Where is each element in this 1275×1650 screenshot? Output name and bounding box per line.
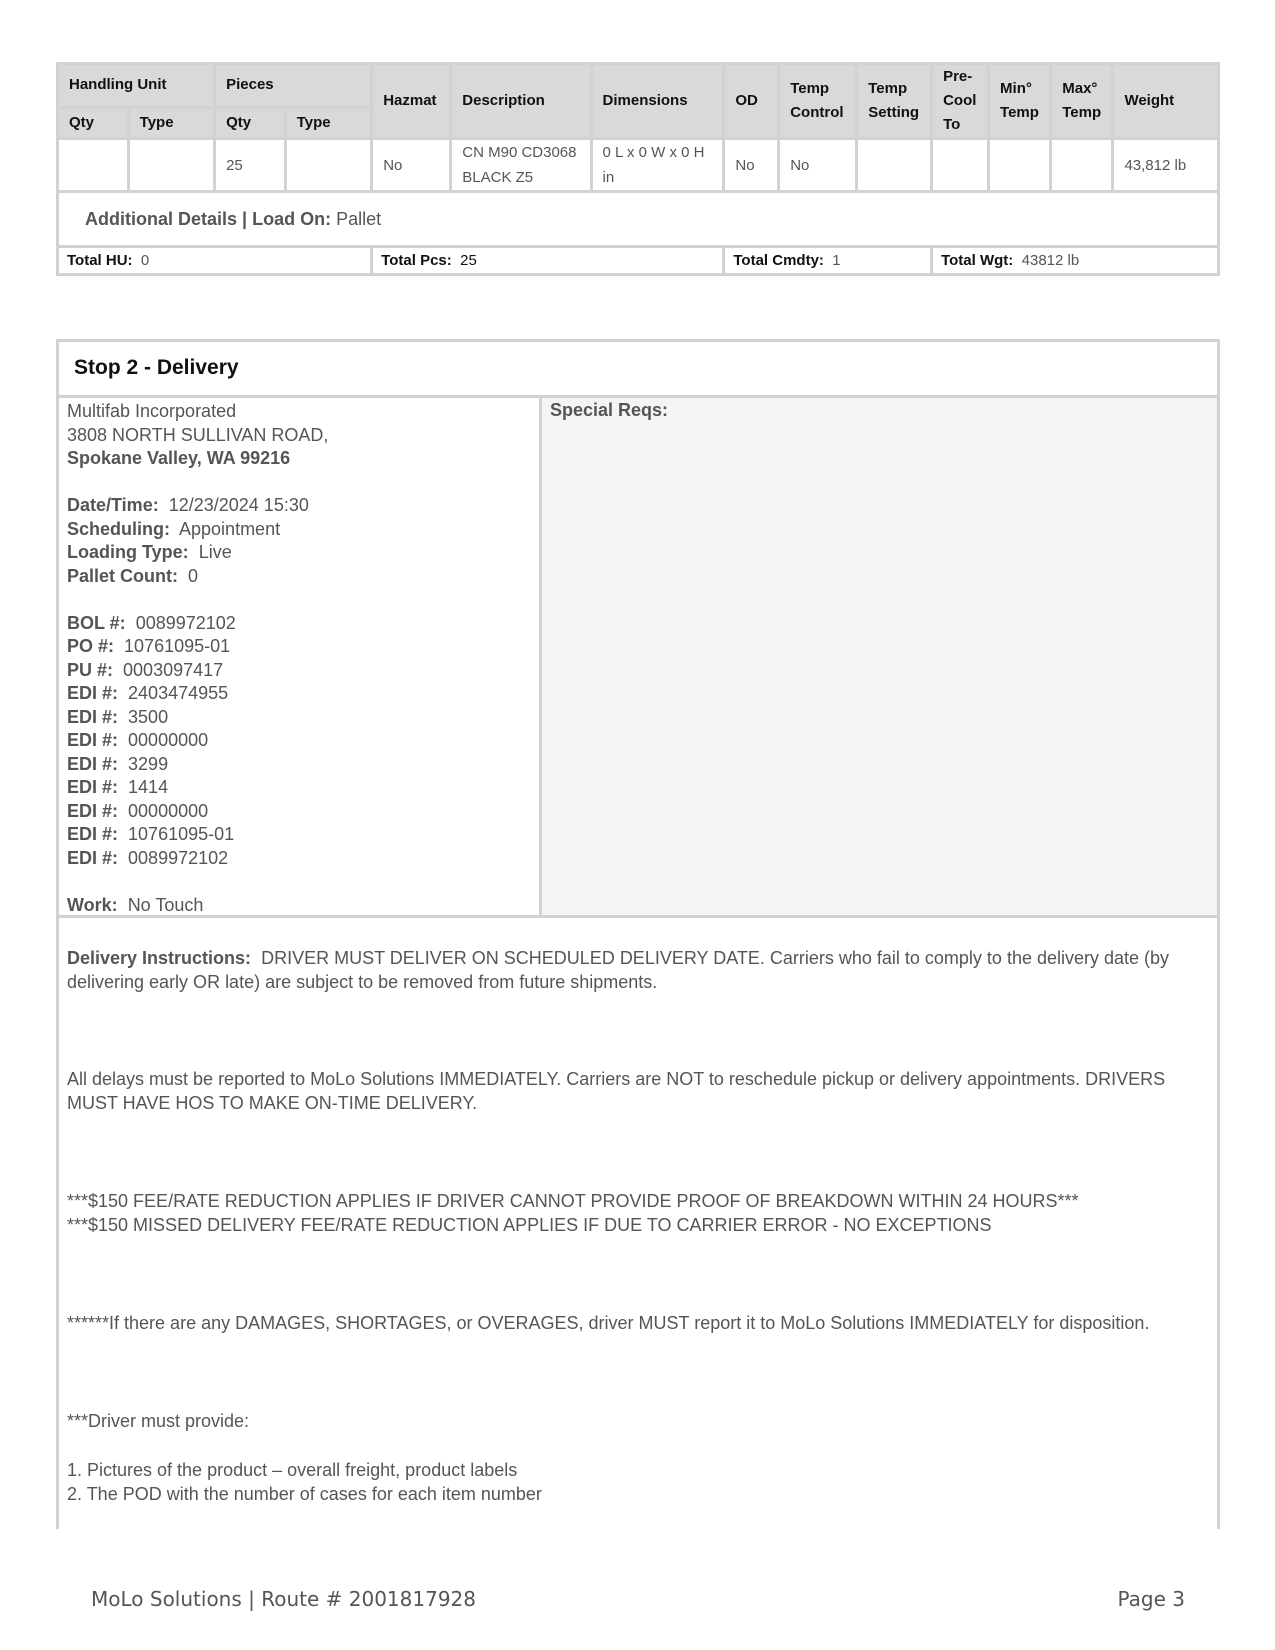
edi-label: EDI #: (67, 706, 119, 727)
weight-header: Weight (1113, 64, 1219, 139)
stop-address-panel (59, 398, 542, 915)
commodity-table (56, 62, 1220, 276)
total-hu-label: Total HU: (67, 252, 133, 269)
work-line (67, 894, 539, 918)
footer-route: MoLo Solutions | Route # 2001817928 (91, 1587, 476, 1611)
total-cmdty (724, 247, 932, 275)
edi-label: EDI #: (67, 753, 119, 774)
temp-control-cell: No (779, 139, 857, 192)
pieces-header: Pieces (215, 64, 372, 108)
scheduling-value: Appointment (179, 518, 281, 539)
temp-setting-header: Temp Setting (857, 64, 932, 139)
city-state-zip: Spokane Valley, WA 99216 (67, 448, 291, 468)
bol-label: BOL #: (67, 612, 126, 633)
pcs-qty-cell: 25 (215, 139, 286, 192)
load-on-value: Pallet (336, 208, 382, 229)
total-wgt-value: 43812 lb (1021, 252, 1080, 269)
edi-line (67, 800, 539, 824)
pu-value: 0003097417 (123, 659, 224, 680)
work-value: No Touch (127, 894, 204, 915)
total-cmdty-label: Total Cmdty: (733, 252, 824, 269)
instructions-label: Delivery Instructions: (67, 948, 252, 968)
total-hu-value: 0 (140, 252, 150, 269)
special-reqs-label: Special Reqs: (550, 400, 669, 420)
handling-unit-header: Handling Unit (58, 64, 215, 108)
total-wgt (932, 247, 1219, 275)
pre-cool-to-cell (932, 139, 989, 192)
details-separator: | (242, 208, 248, 229)
edi-label: EDI #: (67, 800, 119, 821)
stop-title: Stop 2 - Delivery (59, 342, 1217, 398)
od-header: OD (724, 64, 779, 139)
description-header: Description (451, 64, 591, 139)
company-name: Multifab Incorporated (67, 401, 237, 421)
instruction-paragraph: ***$150 MISSED DELIVERY FEE/RATE REDUCTION APPLIES IF DUE TO CARRIER ERROR - NO EXCEPTIONS (67, 1215, 992, 1235)
total-pcs-value: 25 (460, 252, 477, 269)
edi-label: EDI #: (67, 683, 119, 703)
dimensions-cell: 0 L x 0 W x 0 H in (591, 139, 724, 192)
pallet-count-label: Pallet Count: (67, 565, 178, 586)
total-pcs (372, 247, 724, 275)
stop-section (56, 339, 1220, 1529)
weight-cell: 43,812 lb (1113, 139, 1219, 192)
edi-label: EDI #: (67, 847, 119, 868)
po-label: PO #: (67, 636, 115, 656)
bol-value: 0089972102 (135, 612, 236, 633)
stop-body (59, 398, 1217, 918)
max-temp-cell (1051, 139, 1113, 192)
po-line (67, 635, 539, 659)
table-row (58, 139, 1219, 192)
edi-line (67, 823, 539, 847)
edi-line (67, 706, 539, 730)
pu-label: PU #: (67, 659, 114, 680)
edi-line (67, 729, 539, 753)
edi-value: 2403474955 (128, 683, 229, 703)
instruction-text: DRIVER MUST DELIVER ON SCHEDULED DELIVERY DATE. Carriers who fail to comply to the delivery date (by delivering early OR late) are subject to be removed from future shipments. (67, 948, 1170, 992)
edi-value: 1414 (128, 777, 169, 797)
max-temp-header: Max° Temp (1051, 64, 1113, 139)
scheduling-label: Scheduling: (67, 518, 170, 539)
loading-type-label: Loading Type: (67, 542, 189, 562)
edi-value: 00000000 (128, 800, 209, 821)
instruction-paragraph: All delays must be reported to MoLo Solutions IMMEDIATELY. Carriers are NOT to reschedule pickup or delivery appointments. DRIVERS MUST HAVE HOS TO MAKE ON-TIME DELIVERY. (67, 1069, 1166, 1113)
temp-control-header: Temp Control (779, 64, 857, 139)
edi-value: 10761095-01 (128, 824, 235, 844)
edi-value: 0089972102 (128, 847, 229, 868)
edi-label: EDI #: (67, 730, 119, 750)
street-address: 3808 NORTH SULLIVAN ROAD, (67, 424, 329, 445)
additional-details-label: Additional Details (85, 208, 238, 229)
work-label: Work: (67, 894, 118, 915)
datetime-value: 12/23/2024 15:30 (168, 495, 309, 515)
instruction-paragraph: 2. The POD with the number of cases for each item number (67, 1484, 542, 1504)
instruction-paragraph: ***Driver must provide: (67, 1411, 250, 1431)
delivery-instructions (59, 918, 1217, 1506)
edi-label: EDI #: (67, 824, 119, 844)
total-cmdty-value: 1 (832, 252, 841, 269)
pallet-count-line (67, 565, 539, 589)
loading-type-line (67, 541, 539, 565)
scheduling-line (67, 518, 539, 542)
edi-label: EDI #: (67, 777, 119, 797)
instruction-paragraph: ***$150 FEE/RATE REDUCTION APPLIES IF DRIVER CANNOT PROVIDE PROOF OF BREAKDOWN WITHIN 24 HOURS*** (67, 1191, 1079, 1211)
pcs-qty-header: Qty (215, 107, 286, 138)
hu-type-header: Type (128, 107, 214, 138)
footer-page-number: Page 3 (1117, 1587, 1185, 1611)
loading-type-value: Live (198, 542, 232, 562)
instruction-paragraph: ******If there are any DAMAGES, SHORTAGES, or OVERAGES, driver MUST report it to MoLo Solutions IMMEDIATELY for disposition. (67, 1313, 1150, 1333)
bol-line (67, 612, 539, 636)
edi-value: 00000000 (128, 730, 209, 750)
special-reqs-panel (542, 398, 1217, 915)
instruction-paragraph (67, 946, 1211, 994)
edi-value: 3500 (128, 706, 169, 727)
min-temp-header: Min° Temp (989, 64, 1051, 139)
datetime-label: Date/Time: (67, 495, 159, 515)
load-on-label: Load On: (252, 208, 332, 229)
instruction-paragraph: 1. Pictures of the product – overall freight, product labels (67, 1460, 518, 1480)
total-hu (58, 247, 372, 275)
pcs-type-header: Type (285, 107, 371, 138)
edi-line (67, 776, 539, 800)
edi-line (67, 682, 539, 706)
hu-qty-header: Qty (58, 107, 129, 138)
pcs-type-cell (285, 139, 371, 192)
hu-type-cell (128, 139, 214, 192)
hazmat-cell: No (372, 139, 451, 192)
min-temp-cell (989, 139, 1051, 192)
edi-value: 3299 (128, 753, 169, 774)
temp-setting-cell (857, 139, 932, 192)
pre-cool-to-header: Pre- Cool To (932, 64, 989, 139)
additional-details (58, 192, 1219, 247)
dimensions-header: Dimensions (591, 64, 724, 139)
edi-line (67, 753, 539, 777)
total-wgt-label: Total Wgt: (941, 252, 1014, 269)
datetime-line (67, 494, 539, 518)
od-cell: No (724, 139, 779, 192)
po-value: 10761095-01 (124, 636, 231, 656)
description-cell: CN M90 CD3068 BLACK Z5 (451, 139, 591, 192)
hazmat-header: Hazmat (372, 64, 451, 139)
edi-line (67, 847, 539, 871)
pallet-count-value: 0 (188, 565, 199, 586)
pu-line (67, 659, 539, 683)
total-pcs-label: Total Pcs: (381, 252, 452, 269)
hu-qty-cell (58, 139, 129, 192)
